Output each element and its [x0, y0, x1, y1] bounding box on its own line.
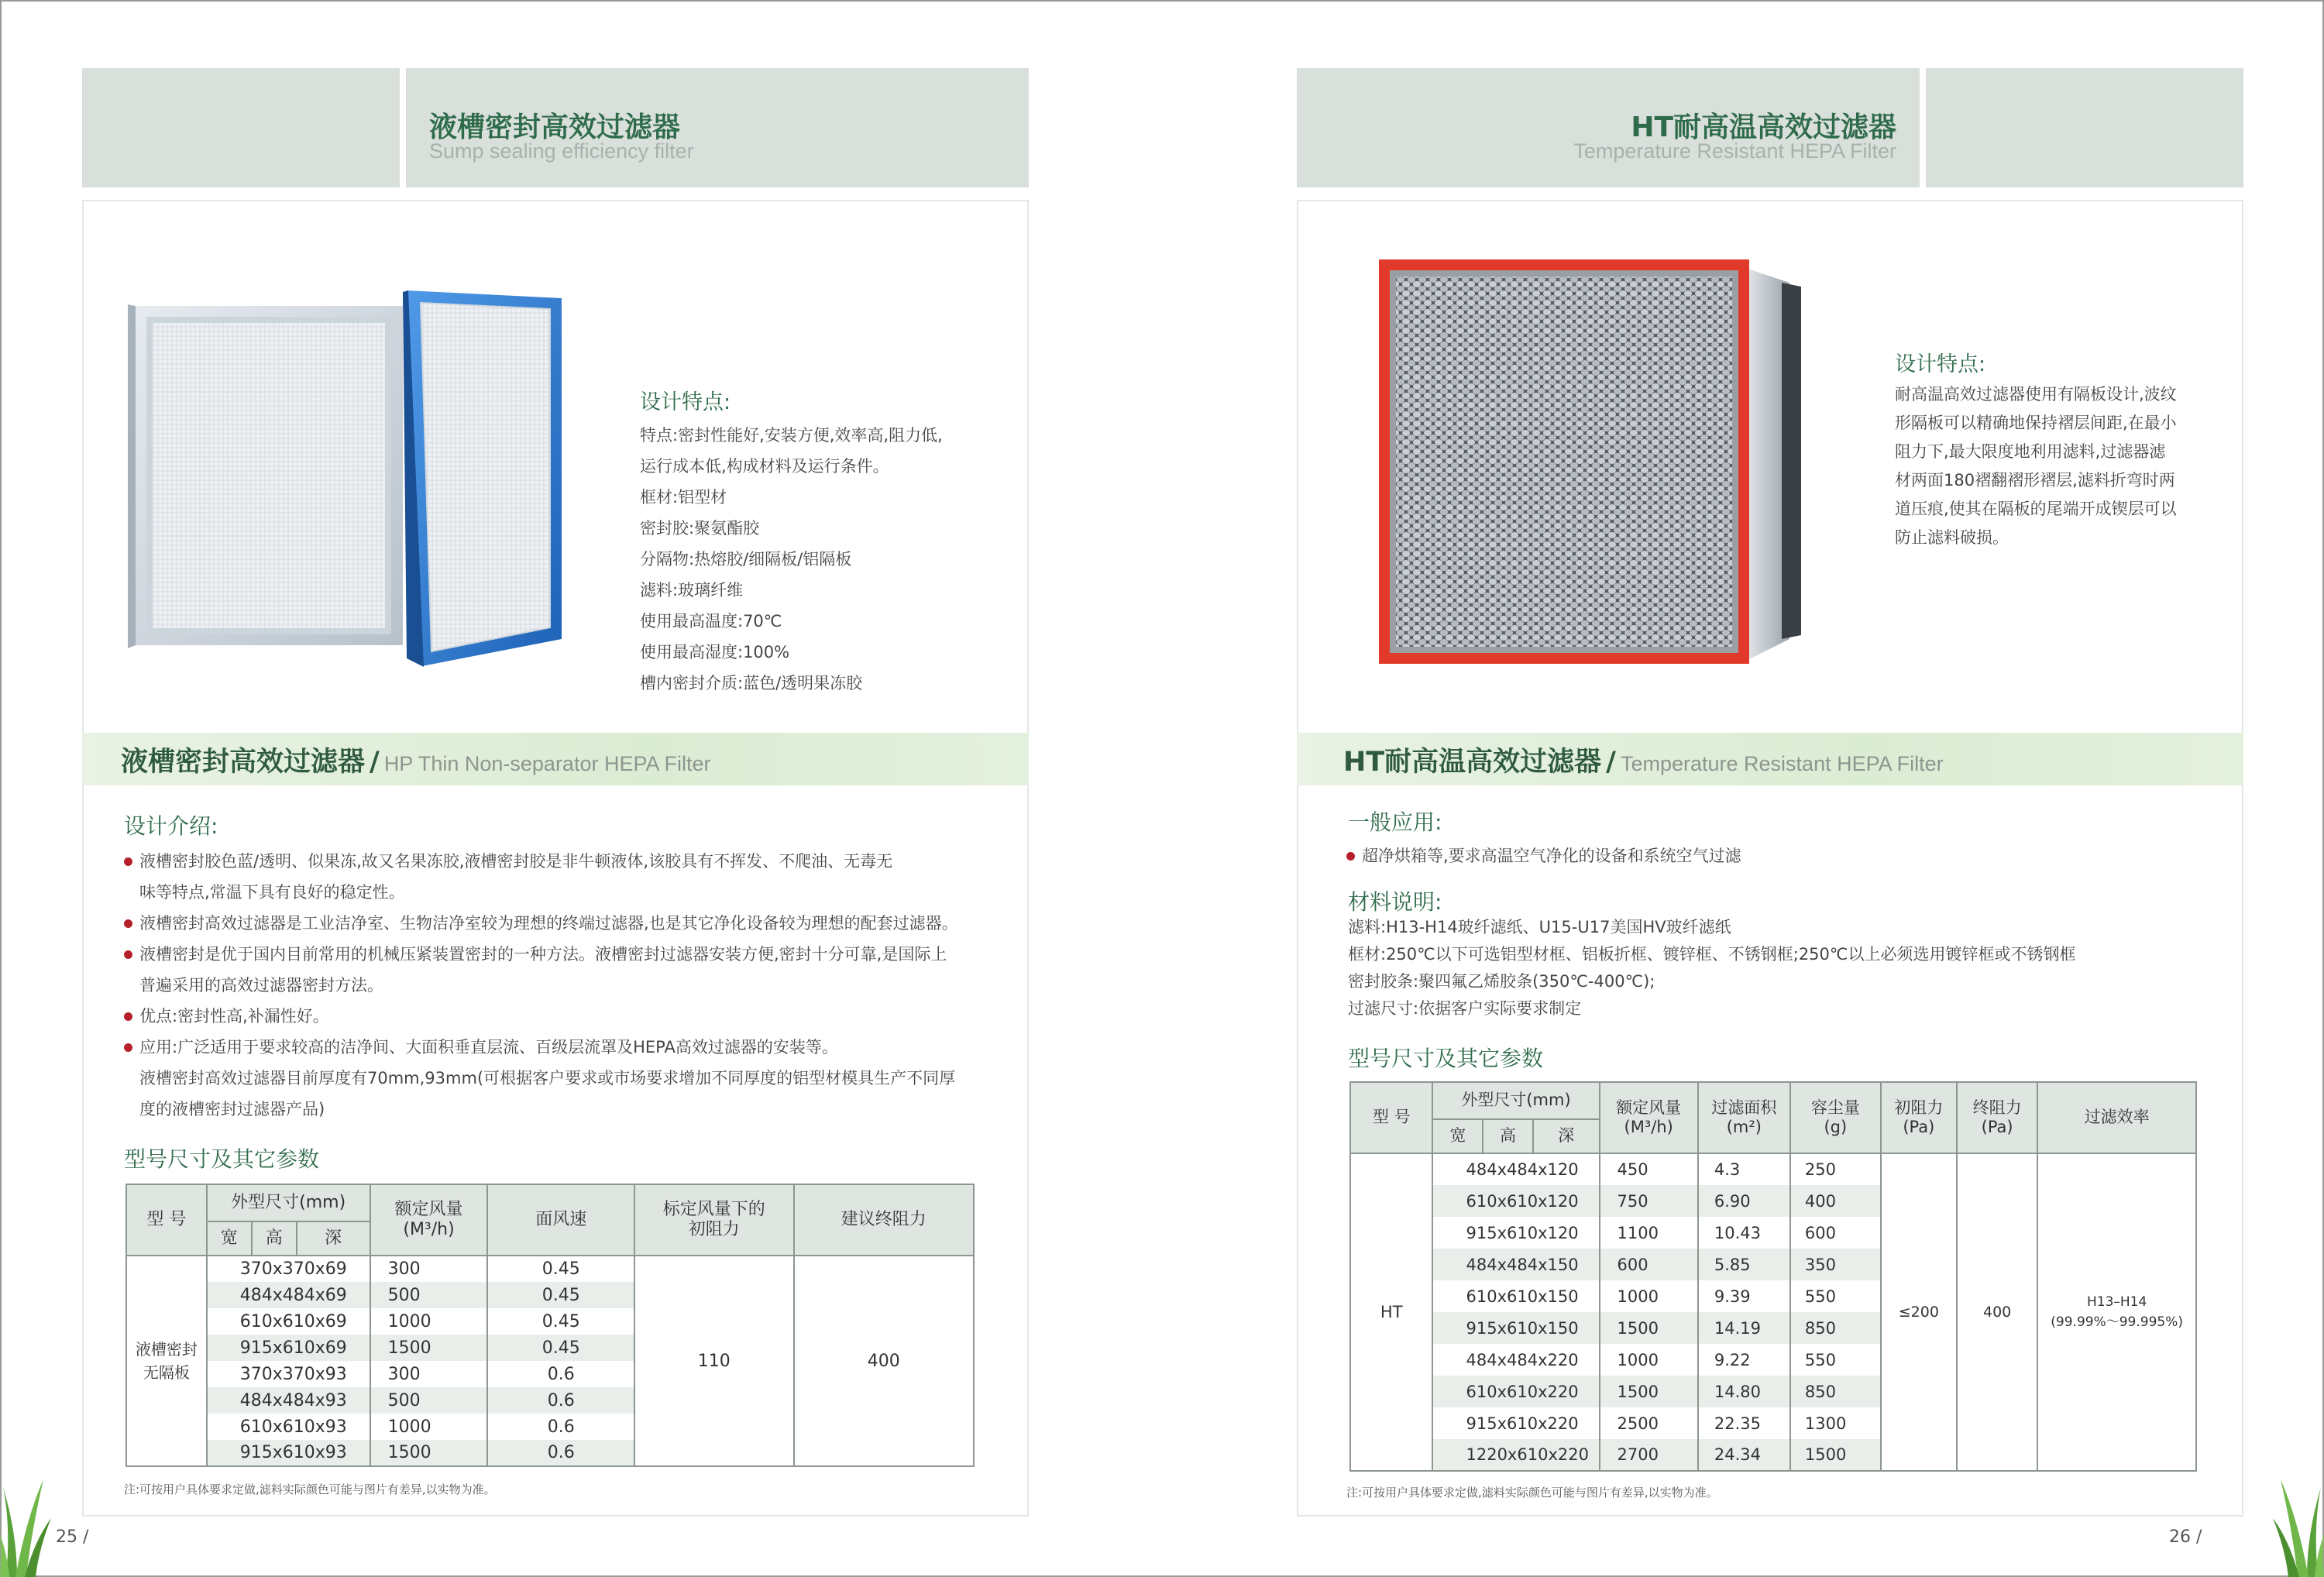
th-final-resistance: [1957, 1082, 2037, 1153]
features-list-right: [1895, 350, 2177, 552]
spec-table-right: [1349, 1081, 2197, 1472]
td-airflow: 2500: [1600, 1407, 1698, 1439]
td-airflow: 750: [1600, 1185, 1698, 1217]
band-title-cn: HT耐高温高效过滤器: [1343, 747, 1602, 778]
page-title: 液槽密封高效过滤器: [429, 112, 681, 143]
intro-bullet: 应用:广泛适用于要求较高的洁净间、大面积垂直层流、百级层流罩及HEPA高效过滤器的安装等。: [122, 1032, 1013, 1063]
intro-title: 设计介绍:: [124, 813, 218, 839]
page-number-left: 25 /: [56, 1527, 89, 1547]
td-airflow: 500: [370, 1387, 488, 1414]
td-speed: 0.45: [487, 1256, 634, 1282]
header-block-right-cap: [1926, 68, 2243, 187]
header-block-left-main: [406, 68, 1029, 187]
efficiency-grade: H13–H14: [2086, 1294, 2147, 1310]
intro-bullet: 液槽密封是优于国内目前常用的机械压紧装置密封的一种方法。液槽密封过滤器安装方便,密封十分可靠,是国际上: [122, 939, 1013, 970]
features-title: 设计特点:: [1895, 352, 1986, 376]
td-size: 610x610x150: [1432, 1280, 1599, 1312]
td-airflow: 1000: [1600, 1344, 1698, 1376]
band-title-en: HP Thin Non-separator HEPA Filter: [383, 752, 711, 775]
grass-decoration-right: [2270, 1472, 2324, 1577]
th-airflow-label: 额定风量: [394, 1199, 463, 1219]
td-size: 915x610x93: [207, 1440, 370, 1466]
td-airflow: 1100: [1600, 1217, 1698, 1249]
feature-line: 分隔物:热熔胶/细隔板/铝隔板: [640, 550, 852, 569]
application-title: 一般应用:: [1348, 809, 1442, 835]
td-size: 370x370x69: [207, 1256, 370, 1282]
intro-bullet: 液槽密封胶色蓝/透明、似果冻,故又名果冻胶,液槽密封胶是非牛顿液体,该胶具有不挥发、不爬油、无毒无: [122, 846, 1013, 877]
page-title: HT耐高温高效过滤器: [1631, 112, 1896, 143]
th-final-unit: (Pa): [1981, 1118, 2013, 1136]
td-model: [126, 1256, 207, 1466]
material-line: 框材:250℃以下可选铝型材框、铝板折框、镀锌框、不锈钢框;250℃以上必须选用镀锌框或不锈钢框: [1348, 945, 2076, 964]
model-line: 无隔板: [143, 1363, 190, 1382]
th-model: 型 号: [1350, 1082, 1432, 1153]
td-area: 9.22: [1698, 1344, 1790, 1376]
th-filter-area: [1698, 1082, 1790, 1153]
ht-filter-product-image: [1379, 252, 1813, 670]
sump-filter-product-image: [128, 283, 569, 670]
td-size: 610x610x69: [207, 1308, 370, 1335]
td-airflow: 450: [1600, 1153, 1698, 1185]
feature-line: 防止滤料破损。: [1895, 528, 2009, 547]
td-dust: 250: [1790, 1153, 1881, 1185]
th-dimensions: 外型尺寸(mm): [1432, 1082, 1599, 1119]
td-airflow: 300: [370, 1361, 488, 1387]
th-depth: 深: [297, 1221, 370, 1256]
td-speed: 0.6: [487, 1387, 634, 1414]
td-dust: 1300: [1790, 1407, 1881, 1439]
th-face-velocity: 面风速: [487, 1184, 634, 1256]
td-area: 22.35: [1698, 1407, 1790, 1439]
feature-line: 材两面180褶翻褶形褶层,滤料折弯时两: [1895, 471, 2175, 490]
feature-line: 运行成本低,构成材料及运行条件。: [640, 457, 889, 476]
intro-paragraph: 液槽密封高效过滤器目前厚度有70mm,93mm(可根据客户要求或市场要求增加不同厚度的铝型材模具生产不同厚: [139, 1069, 956, 1087]
footnote-left: 注:可按用户具体要求定做,滤料实际颜色可能与图片有差异,以实物为准。: [124, 1483, 496, 1496]
td-area: 6.90: [1698, 1185, 1790, 1217]
th-initial-label: 标定风量下的: [662, 1199, 765, 1219]
td-dust: 550: [1790, 1344, 1881, 1376]
application-bullet: 超净烘箱等,要求高温空气净化的设备和系统空气过滤: [1345, 840, 1741, 871]
td-airflow: 1000: [370, 1414, 488, 1440]
th-airflow: [370, 1184, 488, 1256]
td-final-resistance: 400: [1957, 1153, 2037, 1471]
th-airflow: [1600, 1082, 1698, 1153]
materials-title: 材料说明:: [1348, 889, 1442, 915]
intro-paragraph: 度的液槽密封过滤器产品): [139, 1100, 325, 1118]
material-line: 密封胶条:聚四氟乙烯胶条(350℃-400℃);: [1348, 972, 1655, 991]
th-area-label: 过滤面积: [1711, 1098, 1777, 1117]
td-airflow: 1500: [370, 1335, 488, 1361]
td-airflow: 1500: [1600, 1376, 1698, 1407]
td-airflow: 1500: [1600, 1312, 1698, 1344]
td-airflow: 300: [370, 1256, 488, 1282]
td-dust: 850: [1790, 1376, 1881, 1407]
intro-bullets: [122, 846, 1013, 1125]
td-area: 4.3: [1698, 1153, 1790, 1185]
intro-bullet: 液槽密封高效过滤器是工业洁净室、生物洁净室较为理想的终端过滤器,也是其它净化设备较为理想的配套过滤器。: [122, 908, 1013, 939]
application-bullets: [1345, 840, 1741, 871]
grass-decoration-left: [0, 1472, 54, 1577]
band-title-en: Temperature Resistant HEPA Filter: [1620, 752, 1944, 775]
table-title-left: 型号尺寸及其它参数: [124, 1146, 320, 1172]
header-block-right-main: [1297, 68, 1920, 187]
th-dust-unit: (g): [1824, 1118, 1848, 1136]
th-final-label: 终阻力: [1972, 1098, 2022, 1117]
feature-line: 槽内密封介质:蓝色/透明果冻胶: [640, 674, 863, 692]
band-separator: /: [370, 747, 380, 778]
td-airflow: 1000: [370, 1308, 488, 1335]
td-dust: 1500: [1790, 1439, 1881, 1471]
td-size: 484x484x220: [1432, 1344, 1599, 1376]
right-page: [1162, 0, 2324, 1577]
intro-bullet-cont: 普遍采用的高效过滤器密封方法。: [139, 976, 383, 995]
td-size: 915x610x120: [1432, 1217, 1599, 1249]
material-line: 过滤尺寸:依据客户实际要求制定: [1348, 999, 1582, 1018]
feature-line: 滤料:玻璃纤维: [640, 581, 744, 600]
th-height: 高: [1483, 1119, 1533, 1153]
feature-line: 耐高温高效过滤器使用有隔板设计,波纹: [1895, 385, 2177, 404]
feature-line: 形隔板可以精确地保持褶层间距,在最小: [1895, 414, 2177, 432]
td-size: 915x610x69: [207, 1335, 370, 1361]
td-airflow: 600: [1600, 1249, 1698, 1280]
feature-line: 特点:密封性能好,安装方便,效率高,阻力低,: [640, 426, 943, 445]
feature-line: 阻力下,最大限度地利用滤料,过滤器滤: [1895, 442, 2166, 461]
band-title-cn: 液槽密封高效过滤器: [121, 747, 366, 778]
th-airflow-label: 额定风量: [1616, 1098, 1682, 1117]
td-size: 610x610x93: [207, 1414, 370, 1440]
model-line: 液槽密封: [135, 1340, 198, 1359]
td-initial-resistance: 110: [634, 1256, 794, 1466]
footnote-right: 注:可按用户具体要求定做,滤料实际颜色可能与图片有差异,以实物为准。: [1346, 1486, 1718, 1500]
th-height: 高: [252, 1221, 297, 1256]
td-final-resistance: 400: [794, 1256, 974, 1466]
td-dust: 350: [1790, 1249, 1881, 1280]
td-speed: 0.6: [487, 1440, 634, 1466]
td-speed: 0.45: [487, 1335, 634, 1361]
th-initial-unit: (Pa): [1903, 1118, 1935, 1136]
page-subtitle: Temperature Resistant HEPA Filter: [1573, 139, 1896, 163]
spec-table-left: [125, 1184, 975, 1467]
td-size: 610x610x120: [1432, 1185, 1599, 1217]
td-dust: 850: [1790, 1312, 1881, 1344]
td-area: 5.85: [1698, 1249, 1790, 1280]
td-size: 484x484x120: [1432, 1153, 1599, 1185]
th-depth: 深: [1533, 1119, 1600, 1153]
materials-list: [1348, 914, 2075, 1022]
header-block-left-cap: [82, 68, 400, 187]
th-dimensions: 外型尺寸(mm): [207, 1184, 370, 1221]
th-airflow-unit: (M³/h): [403, 1220, 455, 1239]
td-speed: 0.45: [487, 1282, 634, 1308]
td-area: 14.80: [1698, 1376, 1790, 1407]
td-size: 370x370x93: [207, 1361, 370, 1387]
section-band-right: [1297, 733, 2243, 785]
td-size: 915x610x150: [1432, 1312, 1599, 1344]
page-number-right: 26 /: [2169, 1527, 2202, 1547]
td-dust: 550: [1790, 1280, 1881, 1312]
th-width: 宽: [1432, 1119, 1483, 1153]
td-size: 1220x610x220: [1432, 1439, 1599, 1471]
feature-line: 密封胶:聚氨酯胶: [640, 519, 760, 538]
td-efficiency: [2037, 1153, 2196, 1471]
th-model: 型 号: [126, 1184, 207, 1256]
td-size: 484x484x150: [1432, 1249, 1599, 1280]
features-title: 设计特点:: [640, 390, 731, 414]
section-band-left: [82, 733, 1029, 785]
efficiency-range: (99.99%～99.995%): [2051, 1314, 2184, 1330]
td-airflow: 500: [370, 1282, 488, 1308]
td-initial-resistance: ≤200: [1881, 1153, 1957, 1471]
feature-line: 使用最高温度:70℃: [640, 612, 782, 630]
td-area: 9.39: [1698, 1280, 1790, 1312]
td-size: 610x610x220: [1432, 1376, 1599, 1407]
page-subtitle: Sump sealing efficiency filter: [429, 139, 694, 163]
feature-line: 道压痕,使其在隔板的尾端开成锲层可以: [1895, 500, 2177, 518]
td-airflow: 2700: [1600, 1439, 1698, 1471]
th-area-unit: (m²): [1726, 1118, 1762, 1136]
intro-bullet: 优点:密封性高,补漏性好。: [122, 1001, 1013, 1032]
th-dust-capacity: [1790, 1082, 1881, 1153]
th-initial-label2: 初阻力: [688, 1220, 740, 1239]
td-model: HT: [1350, 1153, 1432, 1471]
td-dust: 600: [1790, 1217, 1881, 1249]
td-size: 484x484x93: [207, 1387, 370, 1414]
td-airflow: 1000: [1600, 1280, 1698, 1312]
th-width: 宽: [207, 1221, 252, 1256]
th-final-resistance: 建议终阻力: [794, 1184, 974, 1256]
td-speed: 0.6: [487, 1361, 634, 1387]
th-efficiency: 过滤效率: [2037, 1082, 2196, 1153]
table-title-right: 型号尺寸及其它参数: [1348, 1046, 1544, 1071]
td-area: 24.34: [1698, 1439, 1790, 1471]
material-line: 滤料:H13-H14玻纤滤纸、U15-U17美国HV玻纤滤纸: [1348, 918, 1731, 936]
td-speed: 0.45: [487, 1308, 634, 1335]
td-speed: 0.6: [487, 1414, 634, 1440]
intro-bullet-cont: 味等特点,常温下具有良好的稳定性。: [139, 883, 405, 902]
td-dust: 400: [1790, 1185, 1881, 1217]
td-size: 915x610x220: [1432, 1407, 1599, 1439]
td-size: 484x484x69: [207, 1282, 370, 1308]
th-initial-resistance: [1881, 1082, 1957, 1153]
th-airflow-unit: (M³/h): [1624, 1118, 1673, 1136]
td-area: 14.19: [1698, 1312, 1790, 1344]
feature-line: 使用最高湿度:100%: [640, 643, 790, 661]
band-separator: /: [1606, 747, 1616, 778]
th-dust-label: 容尘量: [1810, 1098, 1860, 1117]
feature-line: 框材:铝型材: [640, 488, 727, 507]
features-list-left: [640, 387, 943, 699]
td-airflow: 1500: [370, 1440, 488, 1466]
th-initial-resistance: [634, 1184, 794, 1256]
td-area: 10.43: [1698, 1217, 1790, 1249]
th-initial-label: 初阻力: [1894, 1098, 1944, 1117]
